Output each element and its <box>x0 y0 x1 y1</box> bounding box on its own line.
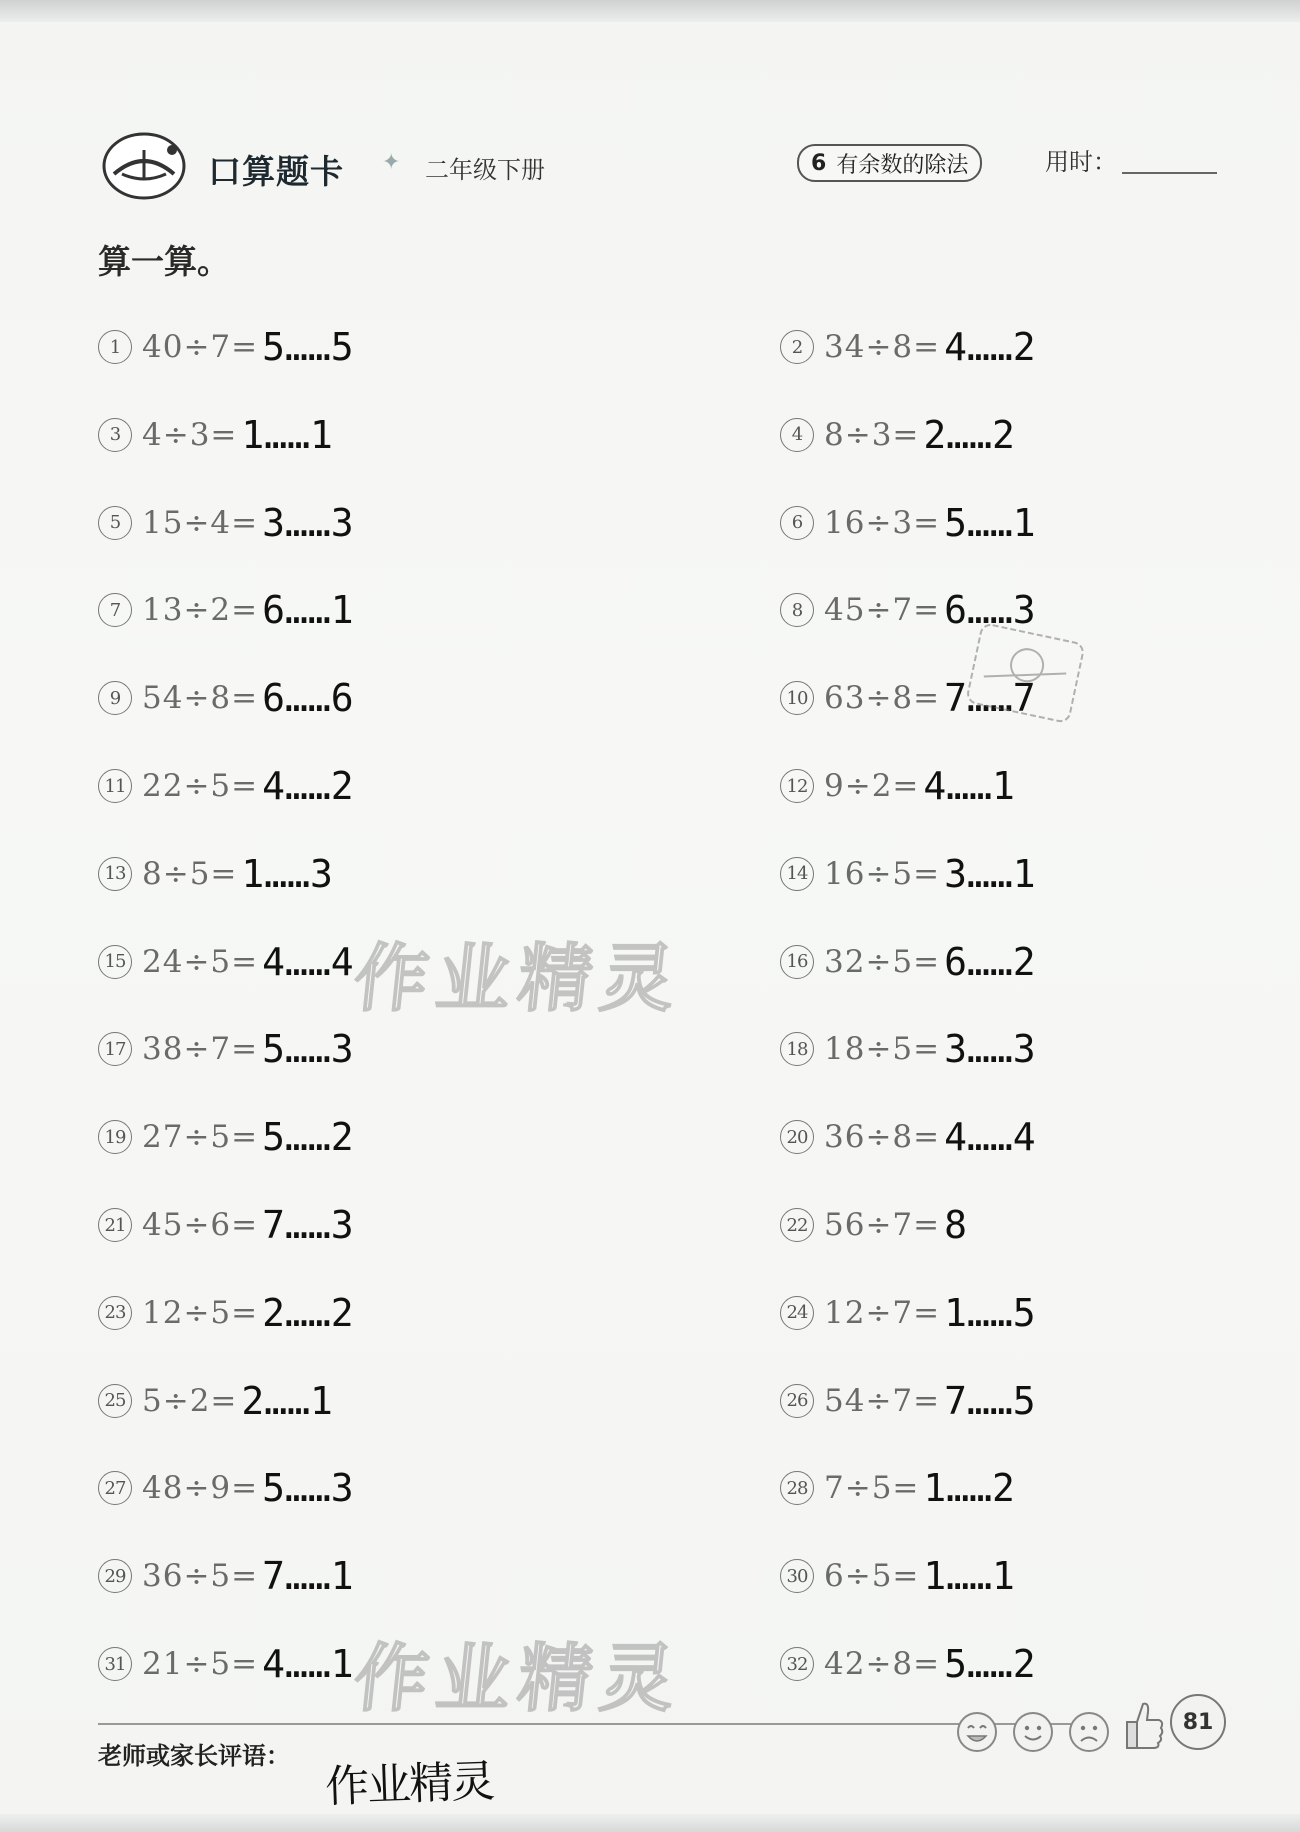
problem-number: 1 <box>98 330 132 364</box>
handwritten-answer: 2……2 <box>262 1290 354 1335</box>
handwritten-answer: 4……1 <box>262 1642 354 1686</box>
handwritten-answer: 7……3 <box>262 1203 354 1247</box>
problem-number: 21 <box>98 1208 132 1242</box>
scan-top-edge <box>0 0 1300 22</box>
handwritten-answer: 7……1 <box>262 1554 354 1599</box>
problem-number: 12 <box>780 769 814 803</box>
watermark: 作业精灵 <box>349 1636 687 1722</box>
problem-expression: 12÷5= <box>142 1294 259 1331</box>
handwritten-answer: 4……4 <box>262 939 354 984</box>
handwritten-answer: 5……3 <box>262 1466 354 1511</box>
problem-item <box>780 1376 1036 1426</box>
problem-expression: 36÷5= <box>142 1558 259 1595</box>
problem-number: 13 <box>98 857 132 891</box>
handwritten-answer: 8 <box>944 1203 968 1247</box>
problem-expression: 40÷7= <box>142 329 259 365</box>
handwritten-answer: 5……2 <box>262 1115 354 1160</box>
problem-item <box>780 849 1036 899</box>
grade-label: 二年级下册 <box>425 156 545 184</box>
handwritten-answer: 1……2 <box>923 1466 1015 1511</box>
problem-number: 14 <box>780 857 814 891</box>
problem-item <box>98 673 354 723</box>
problem-expression: 63÷8= <box>824 680 941 717</box>
problem-expression: 27÷5= <box>142 1119 259 1156</box>
problem-expression: 8÷5= <box>142 855 238 892</box>
problem-number: 4 <box>780 418 814 452</box>
problem-number: 24 <box>780 1296 814 1330</box>
problem-expression: 32÷5= <box>824 943 941 980</box>
problem-item <box>98 1024 354 1074</box>
problem-number: 7 <box>98 593 132 627</box>
problem-number: 11 <box>98 769 132 803</box>
problem-expression: 12÷7= <box>824 1294 941 1331</box>
problem-item <box>98 1200 354 1250</box>
problem-number: 28 <box>780 1471 814 1505</box>
problem-number: 10 <box>780 681 814 715</box>
problem-item <box>780 1463 1015 1513</box>
handwritten-answer: 1……1 <box>923 1554 1015 1599</box>
problem-expression: 22÷5= <box>142 768 259 804</box>
handwritten-answer: 2……1 <box>241 1378 333 1423</box>
handwritten-answer: 1……1 <box>241 412 333 457</box>
problem-item <box>98 1463 354 1513</box>
problem-expression: 54÷7= <box>824 1382 941 1419</box>
watermark: 作业精灵 <box>349 936 687 1022</box>
time-label: 用时： <box>1045 148 1117 176</box>
star-decoration-icon: ✦ <box>382 150 401 175</box>
problem-number: 2 <box>780 330 814 364</box>
problem-expression: 36÷8= <box>824 1119 941 1156</box>
problem-number: 29 <box>98 1559 132 1593</box>
problem-item <box>98 410 333 460</box>
comment-label: 老师或家长评语： <box>98 1742 290 1770</box>
problem-expression: 24÷5= <box>142 943 259 980</box>
problem-expression: 42÷8= <box>824 1646 941 1682</box>
handwritten-answer: 6……3 <box>944 588 1036 633</box>
handwritten-answer: 4……2 <box>944 325 1036 369</box>
problem-number: 27 <box>98 1471 132 1505</box>
sad-face-icon <box>1067 1710 1111 1754</box>
handwritten-answer: 6……2 <box>944 939 1036 984</box>
problem-item <box>98 761 354 811</box>
handwritten-answer: 5……2 <box>944 1642 1036 1686</box>
handwritten-answer: 6……1 <box>262 588 354 633</box>
problem-expression: 48÷9= <box>142 1470 259 1507</box>
problem-item <box>98 498 354 548</box>
problem-expression: 6÷5= <box>824 1558 920 1595</box>
handwritten-answer: 7……5 <box>944 1378 1036 1423</box>
problem-expression: 9÷2= <box>824 768 920 804</box>
problem-item <box>98 1112 354 1162</box>
book-logo-icon <box>100 128 200 200</box>
chapter-title: 有余数的除法 <box>836 152 969 178</box>
problem-item <box>98 1288 354 1338</box>
problem-item <box>780 1200 967 1250</box>
handwritten-answer: 4……1 <box>923 764 1015 808</box>
problem-expression: 34÷8= <box>824 329 941 365</box>
problem-number: 8 <box>780 593 814 627</box>
footer-divider <box>98 1723 1100 1725</box>
problem-expression: 5÷2= <box>142 1382 238 1419</box>
rating-faces <box>955 1698 1167 1754</box>
problem-expression: 54÷8= <box>142 680 259 717</box>
brand-title: 口算题卡 <box>208 152 344 191</box>
handwritten-answer: 2……2 <box>923 412 1015 457</box>
page-number: 81 <box>1170 1694 1226 1750</box>
handwritten-answer: 1……3 <box>241 851 333 896</box>
handwritten-answer: 5……1 <box>944 500 1036 545</box>
problem-expression: 13÷2= <box>142 592 259 629</box>
problem-expression: 56÷7= <box>824 1207 941 1243</box>
problem-expression: 16÷5= <box>824 855 941 892</box>
problem-number: 22 <box>780 1208 814 1242</box>
problem-item <box>780 1639 1036 1689</box>
problem-item <box>98 322 354 372</box>
problem-number: 5 <box>98 506 132 540</box>
instruction-heading: 算一算。 <box>98 242 230 281</box>
problem-number: 23 <box>98 1296 132 1330</box>
handwritten-answer: 3……1 <box>944 851 1036 896</box>
problem-item <box>98 1376 333 1426</box>
problem-item <box>98 585 354 635</box>
problem-number: 19 <box>98 1120 132 1154</box>
problem-item <box>780 761 1015 811</box>
problem-item <box>780 937 1036 987</box>
problem-item <box>780 1288 1036 1338</box>
problem-item <box>780 410 1015 460</box>
problem-expression: 18÷5= <box>824 1031 941 1068</box>
problem-expression: 8÷3= <box>824 416 920 453</box>
problem-item <box>98 1639 354 1689</box>
problem-item <box>780 1112 1036 1162</box>
problem-number: 9 <box>98 681 132 715</box>
time-blank-line <box>1122 172 1217 174</box>
problem-expression: 16÷3= <box>824 504 941 541</box>
problem-number: 26 <box>780 1384 814 1418</box>
thumbs-up-icon <box>1123 1698 1167 1754</box>
problem-expression: 45÷6= <box>142 1207 259 1243</box>
problem-item <box>98 849 333 899</box>
problem-number: 6 <box>780 506 814 540</box>
laughing-face-icon <box>955 1710 999 1754</box>
handwritten-answer: 4……4 <box>944 1115 1036 1160</box>
chapter-number: 6 <box>811 150 827 176</box>
problem-number: 30 <box>780 1559 814 1593</box>
chapter-badge <box>797 144 982 182</box>
smile-face-icon <box>1011 1710 1055 1754</box>
problem-number: 15 <box>98 945 132 979</box>
problem-expression: 45÷7= <box>824 592 941 629</box>
handwritten-answer: 4……2 <box>262 764 354 808</box>
problem-number: 18 <box>780 1032 814 1066</box>
problem-number: 3 <box>98 418 132 452</box>
problem-expression: 15÷4= <box>142 504 259 541</box>
handwritten-answer: 3……3 <box>262 500 354 545</box>
scan-bottom-edge <box>0 1814 1300 1832</box>
problem-number: 20 <box>780 1120 814 1154</box>
problem-number: 31 <box>98 1647 132 1681</box>
problem-item <box>780 498 1036 548</box>
problem-expression: 21÷5= <box>142 1646 259 1682</box>
handwritten-answer: 6……6 <box>262 676 354 721</box>
problem-item <box>98 1551 354 1601</box>
problem-expression: 7÷5= <box>824 1470 920 1507</box>
handwritten-answer: 3……3 <box>944 1027 1036 1072</box>
problem-expression: 38÷7= <box>142 1031 259 1068</box>
handwritten-answer: 5……3 <box>262 1027 354 1072</box>
problem-number: 16 <box>780 945 814 979</box>
handwritten-answer: 7……7 <box>944 676 1036 721</box>
problem-item <box>780 322 1036 372</box>
problem-item <box>780 1551 1015 1601</box>
handwritten-signature: 作业精灵 <box>324 1756 494 1813</box>
handwritten-answer: 1……5 <box>944 1290 1036 1335</box>
problem-item <box>98 937 354 987</box>
problem-number: 25 <box>98 1384 132 1418</box>
problem-number: 17 <box>98 1032 132 1066</box>
problem-item <box>780 1024 1036 1074</box>
problem-number: 32 <box>780 1647 814 1681</box>
handwritten-answer: 5……5 <box>262 325 354 369</box>
problem-expression: 4÷3= <box>142 416 238 453</box>
